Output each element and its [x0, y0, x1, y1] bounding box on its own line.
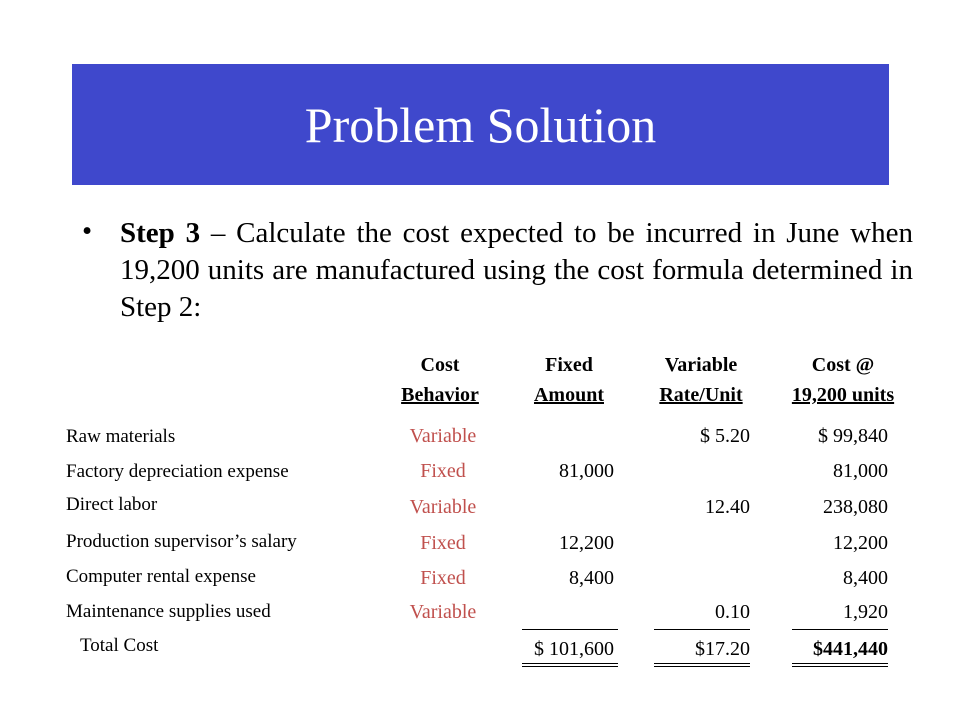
- row-fixed-amount: 8,400: [569, 567, 614, 589]
- total-double-line-cost-bottom: [792, 666, 888, 667]
- row-variable-rate: $ 5.20: [700, 425, 750, 447]
- row-label: Computer rental expense: [66, 566, 256, 587]
- header-cost-behavior: [380, 350, 500, 410]
- header-variable-rate: [638, 350, 764, 410]
- total-fixed-amount: $ 101,600: [534, 638, 614, 660]
- header-cost-behavior-line1: Cost: [420, 354, 460, 376]
- row-cost: 8,400: [843, 567, 888, 589]
- row-behavior: Fixed: [420, 567, 466, 589]
- row-variable-rate: 0.10: [715, 601, 750, 623]
- total-double-line-variable-bottom: [654, 666, 750, 667]
- header-cost-at-units-line2: 19,200 units: [791, 384, 895, 406]
- total-double-line-fixed-bottom: [522, 666, 618, 667]
- row-cost: 1,920: [843, 601, 888, 623]
- row-fixed-amount: 81,000: [559, 460, 614, 482]
- subtotal-line-cost: [792, 629, 888, 630]
- row-variable-rate: 12.40: [705, 496, 750, 518]
- row-fixed-amount: 12,200: [559, 532, 614, 554]
- row-behavior: Variable: [409, 425, 477, 447]
- total-double-line-fixed-top: [522, 663, 618, 664]
- header-fixed-amount-line1: Fixed: [545, 354, 593, 376]
- step-text: – Calculate the cost expected to be incurred in June when 19,200 units are manufactured using the cost formula determined in Step 2:: [120, 217, 913, 323]
- header-fixed-amount-line2: Amount: [533, 384, 604, 406]
- row-cost: 12,200: [833, 532, 888, 554]
- header-fixed-amount: [514, 350, 624, 410]
- header-cost-behavior-line2: Behavior: [401, 384, 479, 406]
- title-banner: [72, 64, 889, 185]
- step-description: [120, 215, 913, 326]
- row-behavior: Fixed: [420, 532, 466, 554]
- total-cost: $441,440: [813, 638, 888, 660]
- header-variable-rate-line2: Rate/Unit: [659, 384, 743, 406]
- row-label: Production supervisor’s salary: [66, 531, 297, 552]
- row-cost: 81,000: [833, 460, 888, 482]
- header-variable-rate-line1: Variable: [664, 354, 738, 376]
- row-behavior: Variable: [409, 496, 477, 518]
- header-cost-at-units: [768, 350, 918, 410]
- total-double-line-cost-top: [792, 663, 888, 664]
- row-label: Direct labor: [66, 494, 158, 515]
- total-double-line-variable-top: [654, 663, 750, 664]
- page-title: Problem Solution: [304, 96, 657, 153]
- row-behavior: Variable: [409, 601, 477, 623]
- row-label: Factory depreciation expense: [66, 461, 289, 482]
- subtotal-line-variable: [654, 629, 750, 630]
- subtotal-line-fixed: [522, 629, 618, 630]
- total-variable-rate: $17.20: [695, 638, 750, 660]
- step-label: Step 3: [120, 217, 201, 249]
- header-cost-at-units-line1: Cost @: [811, 354, 875, 376]
- row-cost: $ 99,840: [818, 425, 888, 447]
- row-label: Maintenance supplies used: [66, 601, 271, 622]
- row-label: Raw materials: [66, 426, 176, 447]
- bullet-point: •: [82, 215, 93, 247]
- total-label: Total Cost: [80, 635, 159, 656]
- row-behavior: Fixed: [420, 460, 466, 482]
- row-cost: 238,080: [823, 496, 888, 518]
